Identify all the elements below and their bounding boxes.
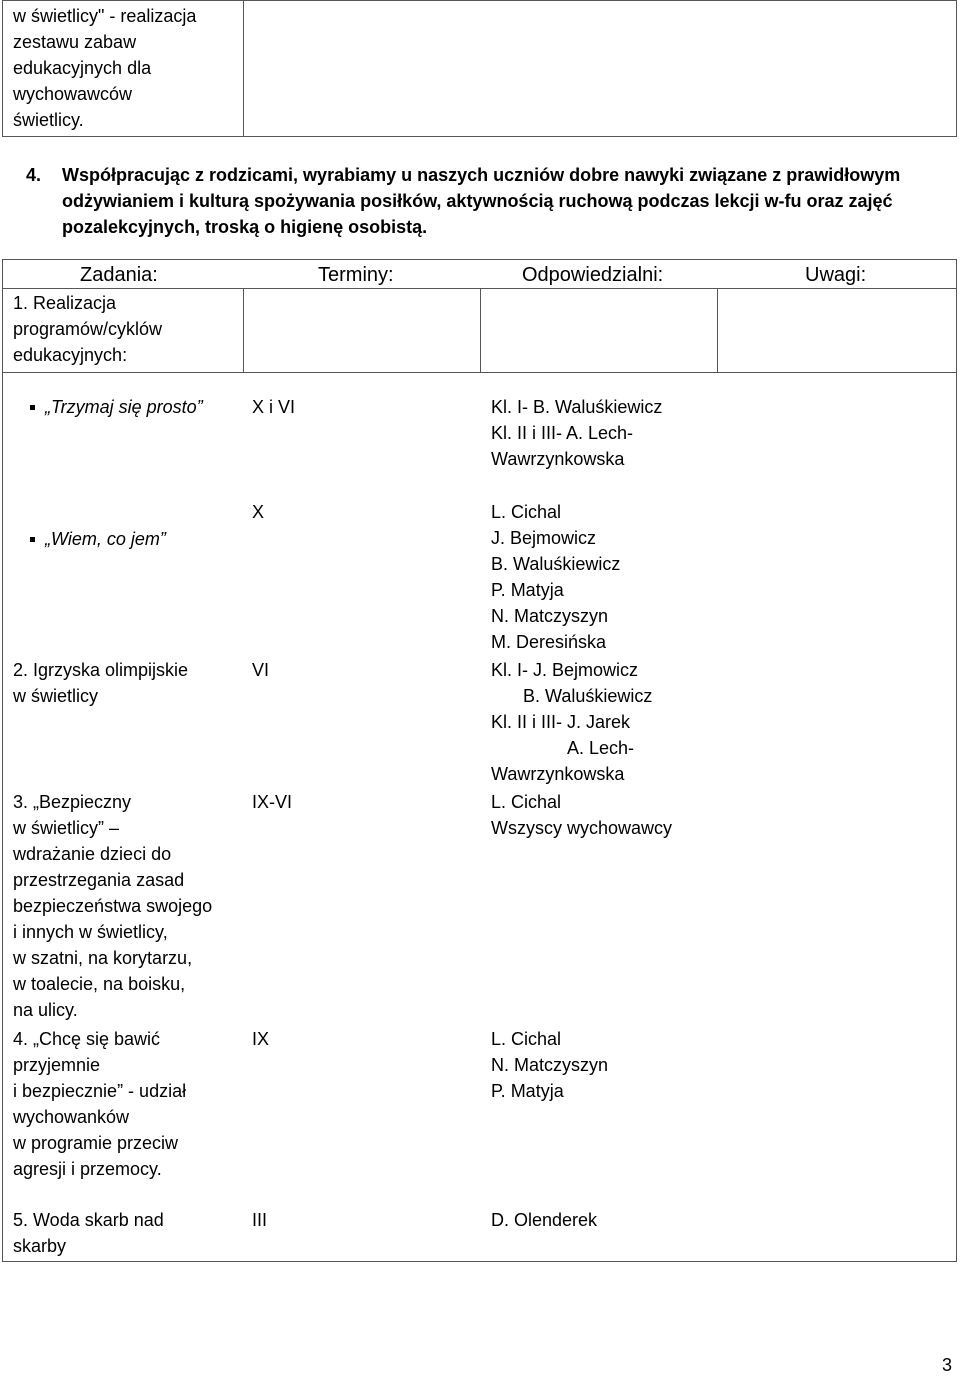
task-line: bezpieczeństwa swojego bbox=[13, 896, 213, 916]
top-line: w świetlicy" - realizacja bbox=[13, 6, 197, 26]
term-bezpieczny: IX-VI bbox=[252, 792, 293, 812]
resp-line: Wawrzynkowska bbox=[491, 449, 625, 469]
task-line: wychowanków bbox=[13, 1107, 130, 1127]
task-line: i innych w świetlicy, bbox=[13, 922, 168, 942]
row1-line: 1. Realizacja bbox=[13, 293, 117, 313]
resp-line: Kl. II i III- A. Lech- bbox=[491, 423, 634, 443]
header-uwagi: Uwagi: bbox=[805, 264, 867, 286]
term-trzymaj: X i VI bbox=[252, 397, 296, 417]
task-line: 5. Woda skarb nad bbox=[13, 1210, 164, 1230]
term-woda: III bbox=[252, 1210, 268, 1230]
task-line: przestrzegania zasad bbox=[13, 870, 185, 890]
resp-line: Wszyscy wychowawcy bbox=[491, 818, 673, 838]
task-trzymaj: „Trzymaj się prosto” bbox=[45, 397, 203, 417]
resp-line: L. Cichal bbox=[491, 502, 562, 522]
resp-woda: D. Olenderek bbox=[491, 1210, 598, 1230]
top-line: wychowawców bbox=[13, 84, 133, 104]
resp-line: Wawrzynkowska bbox=[491, 764, 625, 784]
term-chce: IX bbox=[252, 1029, 270, 1049]
task-line: na ulicy. bbox=[13, 1000, 78, 1020]
task-line: w programie przeciw bbox=[13, 1133, 179, 1153]
table-cell-notes bbox=[717, 288, 957, 373]
task-line: 2. Igrzyska olimpijskie bbox=[13, 660, 189, 680]
resp-line: Kl. I- B. Waluśkiewicz bbox=[491, 397, 663, 417]
bullet-icon bbox=[30, 537, 35, 542]
task-line: przyjemnie bbox=[13, 1055, 101, 1075]
task-line: w szatni, na korytarzu, bbox=[13, 948, 193, 968]
table-cell-resp bbox=[480, 288, 718, 373]
resp-line: P. Matyja bbox=[491, 580, 564, 600]
task-line: 4. „Chcę się bawić bbox=[13, 1029, 161, 1049]
section-line: odżywianiem i kulturą spożywania posiłków, aktywnością ruchową podczas lekcji w-fu oraz zajęć bbox=[62, 191, 893, 211]
task-line: i bezpiecznie” - udział bbox=[13, 1081, 187, 1101]
resp-line: B. Waluśkiewicz bbox=[491, 554, 621, 574]
section-number: 4. bbox=[26, 165, 42, 185]
term-igrzyska: VI bbox=[252, 660, 270, 680]
page-number: 3 bbox=[941, 1355, 952, 1375]
resp-line: Kl. II i III- J. Jarek bbox=[491, 712, 631, 732]
task-line: skarby bbox=[13, 1236, 67, 1256]
top-line: zestawu zabaw bbox=[13, 32, 137, 52]
task-wiem: „Wiem, co jem” bbox=[45, 529, 166, 549]
resp-line: N. Matczyszyn bbox=[491, 1055, 609, 1075]
row1-line: programów/cyklów bbox=[13, 319, 163, 339]
header-zadania: Zadania: bbox=[80, 264, 158, 286]
table-body bbox=[2, 372, 957, 1262]
row1-line: edukacyjnych: bbox=[13, 345, 128, 365]
task-line: wdrażanie dzieci do bbox=[13, 844, 172, 864]
resp-line: P. Matyja bbox=[491, 1081, 564, 1101]
task-line: w toalecie, na boisku, bbox=[13, 974, 186, 994]
resp-line: N. Matczyszyn bbox=[491, 606, 609, 626]
header-terminy: Terminy: bbox=[318, 264, 394, 286]
resp-line: L. Cichal bbox=[491, 1029, 562, 1049]
header-odpowiedzialni: Odpowiedzialni: bbox=[522, 264, 664, 286]
top-line: świetlicy. bbox=[13, 110, 84, 130]
section-line: pozalekcyjnych, troską o higienę osobistą. bbox=[62, 217, 428, 237]
table-cell-term bbox=[243, 288, 481, 373]
task-line: w świetlicy bbox=[13, 686, 99, 706]
top-table-cell-empty bbox=[243, 0, 957, 137]
task-line: 3. „Bezpieczny bbox=[13, 792, 132, 812]
resp-line: J. Bejmowicz bbox=[491, 528, 597, 548]
resp-line: A. Lech- bbox=[567, 738, 635, 758]
task-line: agresji i przemocy. bbox=[13, 1159, 162, 1179]
top-line: edukacyjnych dla bbox=[13, 58, 152, 78]
bullet-icon bbox=[30, 405, 35, 410]
task-line: w świetlicy” – bbox=[13, 818, 120, 838]
section-line: Współpracując z rodzicami, wyrabiamy u naszych uczniów dobre nawyki związane z prawidłowym bbox=[62, 165, 901, 185]
resp-line: Kl. I- J. Bejmowicz bbox=[491, 660, 639, 680]
resp-line: M. Deresińska bbox=[491, 632, 607, 652]
resp-line: B. Waluśkiewicz bbox=[523, 686, 653, 706]
term-wiem: X bbox=[252, 502, 265, 522]
resp-line: L. Cichal bbox=[491, 792, 562, 812]
